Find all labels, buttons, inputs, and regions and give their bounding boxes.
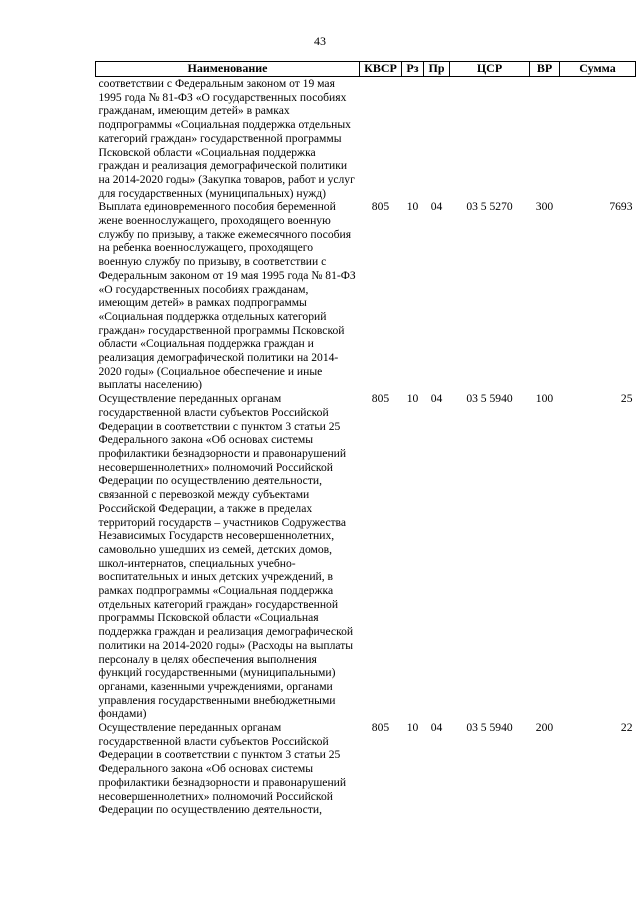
table-row [96,77,636,201]
row-vr-cell: 300 [535,200,554,214]
row-name-cell: Осуществление переданных органам государственной власти субъектов Российской Федерации в соответствии с пунктом 3 статьи 25 Федерального закона «Об основах системы профилактики безнадзорности и правонарушений несовершеннолетних» полномочий Российской Федерации по осуществлению деятельности, связанной с перевозкой между субъектами Российской Федерации, а также в пределах территорий государств – участников Содружества Независимых Государств несовершеннолетних, самовольно ушедших из семей, детских домов, школ-интернатов, специальных учебно-воспитательных и иных детских учреждений, в рамках подпрограммы «Социальная поддержка отдельных категорий граждан» государственной программы Псковской области «Социальная поддержка граждан и реализация демографической политики на 2014-2020 годы» (Расходы на выплаты персоналу в целях обеспечения выполнения функций государственными (муниципальными) органами, казенными учреждениями, органами управления государственными внебюджетными фондами) [98,392,354,721]
row-pr-cell: 04 [430,721,443,735]
row-name-cell: Выплата единовременного пособия беременной жене военнослужащего, проходящего военную службу по призыву, а также ежемесячного пособия на ребенка военнослужащего, проходящего военную службу по призыву, в соответствии с Федеральным законом от 19 мая 1995 года № 81-ФЗ «О государственных пособиях гражданам, имеющим детей» в рамках подпрограммы «Социальная поддержка отдельных категорий граждан» государственной программы Псковской области «Социальная поддержка граждан и реализация демографической политики на 2014-2020 годы» (Социальное обеспечение и иные выплаты населению) [98,200,356,392]
row-sum-cell [560,77,636,201]
table-header-row [96,62,636,77]
row-sum-cell: 22 [620,721,633,735]
row-pr-cell: 04 [430,392,443,406]
column-header-pr: Пр [424,62,450,77]
row-rz-cell: 10 [406,200,419,214]
row-rz-cell: 10 [406,721,419,735]
table-row [96,200,636,392]
row-pr-cell: 04 [430,200,443,214]
row-kvsr-cell: 805 [371,200,390,214]
row-csr-cell: 03 5 5940 [466,392,513,406]
row-sum-cell: 25 [620,392,633,406]
row-vr-cell: 200 [535,721,554,735]
row-pr-cell [424,77,450,201]
column-header-sum: Сумма [560,62,636,77]
row-kvsr-cell [360,77,402,201]
column-header-kvsr: КВСР [360,62,402,77]
row-csr-cell [450,77,530,201]
row-vr-cell: 100 [535,392,554,406]
row-vr-cell [530,77,560,201]
row-sum-cell: 7693 [609,200,633,214]
row-kvsr-cell: 805 [371,721,390,735]
row-rz-cell [402,77,424,201]
row-kvsr-cell: 805 [371,392,390,406]
budget-table [95,61,636,817]
table-row [96,392,636,721]
table-row [96,721,636,817]
row-name-cell: соответствии с Федеральным законом от 19 мая 1995 года № 81-ФЗ «О государственных пособиях гражданам, имеющим детей» в рамках подпрограммы «Социальная поддержка отдельных категорий граждан» государственной программы Псковской области «Социальная поддержка граждан и реализация демографической политики на 2014-2020 годы» (Закупка товаров, работ и услуг для государственных (муниципальных) нужд) [98,77,355,200]
page-number: 43 [314,34,326,48]
row-csr-cell: 03 5 5940 [466,721,513,735]
column-header-name: Наименование [96,62,360,77]
row-csr-cell: 03 5 5270 [466,200,513,214]
column-header-csr: ЦСР [450,62,530,77]
column-header-rz: Рз [402,62,424,77]
row-rz-cell: 10 [406,392,419,406]
column-header-vr: ВР [530,62,560,77]
row-name-cell: Осуществление переданных органам государственной власти субъектов Российской Федерации в соответствии с пунктом 3 статьи 25 Федерального закона «Об основах системы профилактики безнадзорности и правонарушений несовершеннолетних» полномочий Российской Федерации по осуществлению деятельности, [98,721,347,817]
